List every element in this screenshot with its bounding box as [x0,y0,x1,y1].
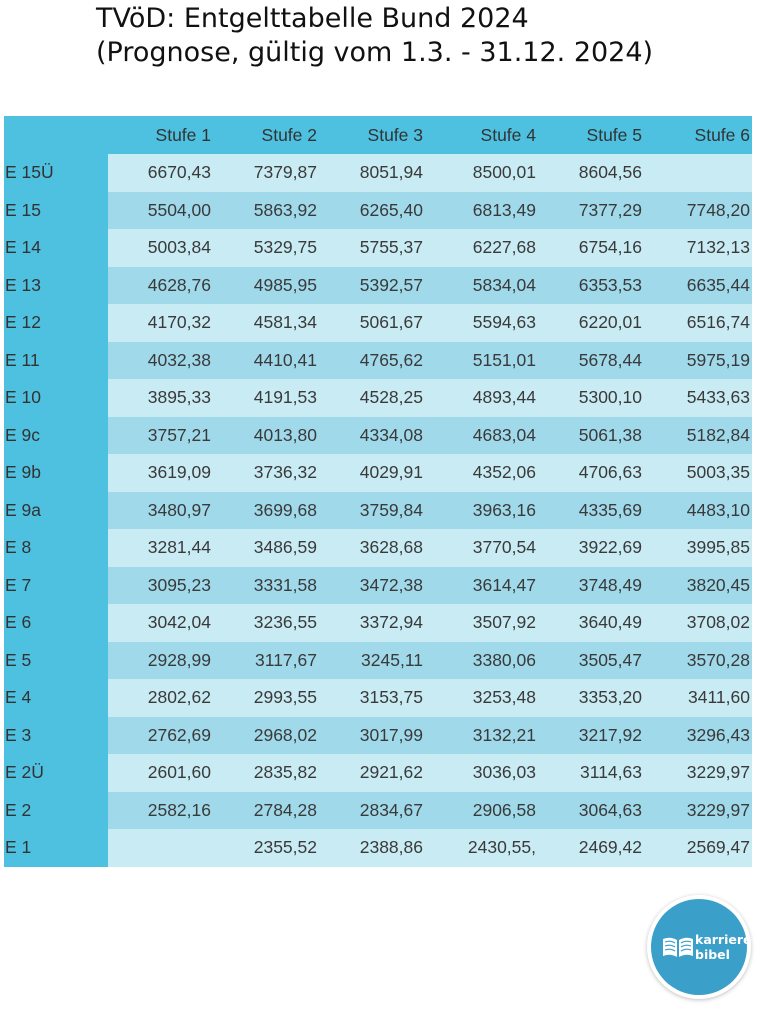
salary-cell: 2569,47 [644,829,752,867]
salary-table [4,116,752,867]
salary-cell: 3372,94 [319,604,425,642]
table-row [4,567,752,605]
column-header-stufe-2: Stufe 2 [213,116,319,154]
salary-cell: 7377,29 [538,192,644,230]
salary-cell: 3570,28 [644,642,752,680]
salary-cell: 5834,04 [425,267,538,305]
salary-cell: 4628,76 [108,267,213,305]
salary-cell: 2802,62 [108,679,213,717]
table-row [4,754,752,792]
pay-grade-label: E 9a [4,492,108,530]
salary-cell: 4985,95 [213,267,319,305]
salary-cell: 5182,84 [644,417,752,455]
salary-cell: 3505,47 [538,642,644,680]
salary-cell: 3640,49 [538,604,644,642]
salary-cell: 5003,84 [108,229,213,267]
column-header-stufe-6: Stufe 6 [644,116,752,154]
salary-cell: 3411,60 [644,679,752,717]
salary-cell: 3486,59 [213,529,319,567]
salary-cell: 3380,06 [425,642,538,680]
salary-cell: 8500,01 [425,154,538,192]
salary-cell: 4765,62 [319,342,425,380]
salary-cell: 4581,34 [213,304,319,342]
table-row [4,454,752,492]
salary-cell: 6670,43 [108,154,213,192]
salary-cell: 4013,80 [213,417,319,455]
table-row [4,604,752,642]
column-header-stufe-5: Stufe 5 [538,116,644,154]
salary-cell: 3895,33 [108,379,213,417]
salary-cell: 3064,63 [538,792,644,830]
salary-cell: 3253,48 [425,679,538,717]
logo-text-line-2: bibel [695,947,730,962]
salary-cell: 3114,63 [538,754,644,792]
pay-grade-label: E 9b [4,454,108,492]
salary-cell: 6813,49 [425,192,538,230]
salary-cell: 3757,21 [108,417,213,455]
salary-cell: 5975,19 [644,342,752,380]
header-corner [4,116,108,154]
salary-cell: 3281,44 [108,529,213,567]
table-row [4,304,752,342]
salary-cell: 5151,01 [425,342,538,380]
page-title [96,2,756,70]
salary-cell: 3229,97 [644,754,752,792]
salary-cell: 4029,91 [319,454,425,492]
column-header-stufe-3: Stufe 3 [319,116,425,154]
salary-cell: 3628,68 [319,529,425,567]
header-row [4,116,752,154]
salary-cell: 3153,75 [319,679,425,717]
salary-cell: 4483,10 [644,492,752,530]
salary-cell: 3017,99 [319,717,425,755]
salary-cell: 4191,53 [213,379,319,417]
column-header-stufe-4: Stufe 4 [425,116,538,154]
salary-cell: 8051,94 [319,154,425,192]
salary-cell: 2469,42 [538,829,644,867]
pay-grade-label: E 11 [4,342,108,380]
salary-cell: 4410,41 [213,342,319,380]
salary-cell: 5061,38 [538,417,644,455]
salary-cell: 3748,49 [538,567,644,605]
salary-cell: 5863,92 [213,192,319,230]
table-row [4,342,752,380]
salary-cell: 6754,16 [538,229,644,267]
salary-cell: 2968,02 [213,717,319,755]
salary-cell: 3095,23 [108,567,213,605]
salary-cell: 2784,28 [213,792,319,830]
pay-grade-label: E 15 [4,192,108,230]
salary-cell: 2601,60 [108,754,213,792]
pay-grade-label: E 6 [4,604,108,642]
salary-cell: 4893,44 [425,379,538,417]
salary-cell: 4352,06 [425,454,538,492]
salary-cell: 3296,43 [644,717,752,755]
pay-grade-label: E 10 [4,379,108,417]
pay-grade-label: E 3 [4,717,108,755]
table-row [4,154,752,192]
salary-cell: 3507,92 [425,604,538,642]
salary-table-container [4,116,752,867]
salary-cell: 2928,99 [108,642,213,680]
salary-cell: 6635,44 [644,267,752,305]
table-row [4,679,752,717]
title-line-1: TVöD: Entgelttabelle Bund 2024 [96,3,529,34]
pay-grade-label: E 2 [4,792,108,830]
salary-cell: 5003,35 [644,454,752,492]
salary-cell: 3132,21 [425,717,538,755]
salary-cell: 4334,08 [319,417,425,455]
table-row [4,229,752,267]
salary-cell: 7132,13 [644,229,752,267]
title-line-2: (Prognose, gültig vom 1.3. - 31.12. 2024) [96,37,654,68]
open-book-icon [661,934,695,960]
salary-cell: 3480,97 [108,492,213,530]
salary-cell: 6227,68 [425,229,538,267]
salary-cell: 7748,20 [644,192,752,230]
logo-circle [651,899,752,995]
salary-cell: 2834,67 [319,792,425,830]
table-row [4,267,752,305]
salary-cell: 3331,58 [213,567,319,605]
salary-cell: 4335,69 [538,492,644,530]
salary-cell: 3922,69 [538,529,644,567]
salary-cell: 3353,20 [538,679,644,717]
salary-cell [644,154,752,192]
pay-grade-label: E 7 [4,567,108,605]
salary-cell: 5755,37 [319,229,425,267]
table-body [4,154,752,867]
salary-cell: 3042,04 [108,604,213,642]
salary-cell: 2430,55, [425,829,538,867]
salary-cell: 4683,04 [425,417,538,455]
salary-cell: 2355,52 [213,829,319,867]
salary-cell: 5433,63 [644,379,752,417]
table-row [4,192,752,230]
pay-grade-label: E 12 [4,304,108,342]
salary-cell: 6220,01 [538,304,644,342]
salary-cell: 5392,57 [319,267,425,305]
salary-cell: 8604,56 [538,154,644,192]
column-header-stufe-1: Stufe 1 [108,116,213,154]
table-row [4,717,752,755]
salary-cell: 6516,74 [644,304,752,342]
pay-grade-label: E 2Ü [4,754,108,792]
salary-cell: 4528,25 [319,379,425,417]
salary-cell: 4706,63 [538,454,644,492]
salary-cell: 5061,67 [319,304,425,342]
salary-cell: 3472,38 [319,567,425,605]
salary-cell: 6353,53 [538,267,644,305]
salary-cell: 3229,97 [644,792,752,830]
salary-cell: 3963,16 [425,492,538,530]
pay-grade-label: E 8 [4,529,108,567]
pay-grade-label: E 13 [4,267,108,305]
salary-cell: 3995,85 [644,529,752,567]
salary-cell: 3699,68 [213,492,319,530]
table-row [4,379,752,417]
pay-grade-label: E 1 [4,829,108,867]
salary-cell: 7379,87 [213,154,319,192]
salary-cell: 3708,02 [644,604,752,642]
salary-cell [108,829,213,867]
table-header [4,116,752,154]
salary-cell: 3117,67 [213,642,319,680]
table-row [4,492,752,530]
pay-grade-label: E 9c [4,417,108,455]
salary-cell: 3770,54 [425,529,538,567]
salary-cell: 5594,63 [425,304,538,342]
salary-cell: 3820,45 [644,567,752,605]
salary-cell: 3245,11 [319,642,425,680]
salary-cell: 4032,38 [108,342,213,380]
table-row [4,529,752,567]
salary-cell: 3614,47 [425,567,538,605]
logo-text-line-1: karriere [695,932,752,947]
table-row [4,792,752,830]
salary-cell: 3736,32 [213,454,319,492]
salary-cell: 2762,69 [108,717,213,755]
salary-cell: 4170,32 [108,304,213,342]
pay-grade-label: E 4 [4,679,108,717]
salary-cell: 5300,10 [538,379,644,417]
logo-text [695,932,751,962]
pay-grade-label: E 14 [4,229,108,267]
salary-cell: 5329,75 [213,229,319,267]
table-row [4,417,752,455]
salary-cell: 5504,00 [108,192,213,230]
salary-cell: 2921,62 [319,754,425,792]
salary-cell: 3619,09 [108,454,213,492]
salary-cell: 3236,55 [213,604,319,642]
salary-cell: 6265,40 [319,192,425,230]
table-row [4,829,752,867]
salary-cell: 2906,58 [425,792,538,830]
pay-grade-label: E 15Ü [4,154,108,192]
salary-cell: 2582,16 [108,792,213,830]
salary-cell: 3036,03 [425,754,538,792]
salary-cell: 5678,44 [538,342,644,380]
table-row [4,642,752,680]
salary-cell: 3217,92 [538,717,644,755]
pay-grade-label: E 5 [4,642,108,680]
salary-cell: 2993,55 [213,679,319,717]
salary-cell: 2388,86 [319,829,425,867]
salary-cell: 3759,84 [319,492,425,530]
karrierebibel-logo [647,895,751,999]
salary-cell: 2835,82 [213,754,319,792]
